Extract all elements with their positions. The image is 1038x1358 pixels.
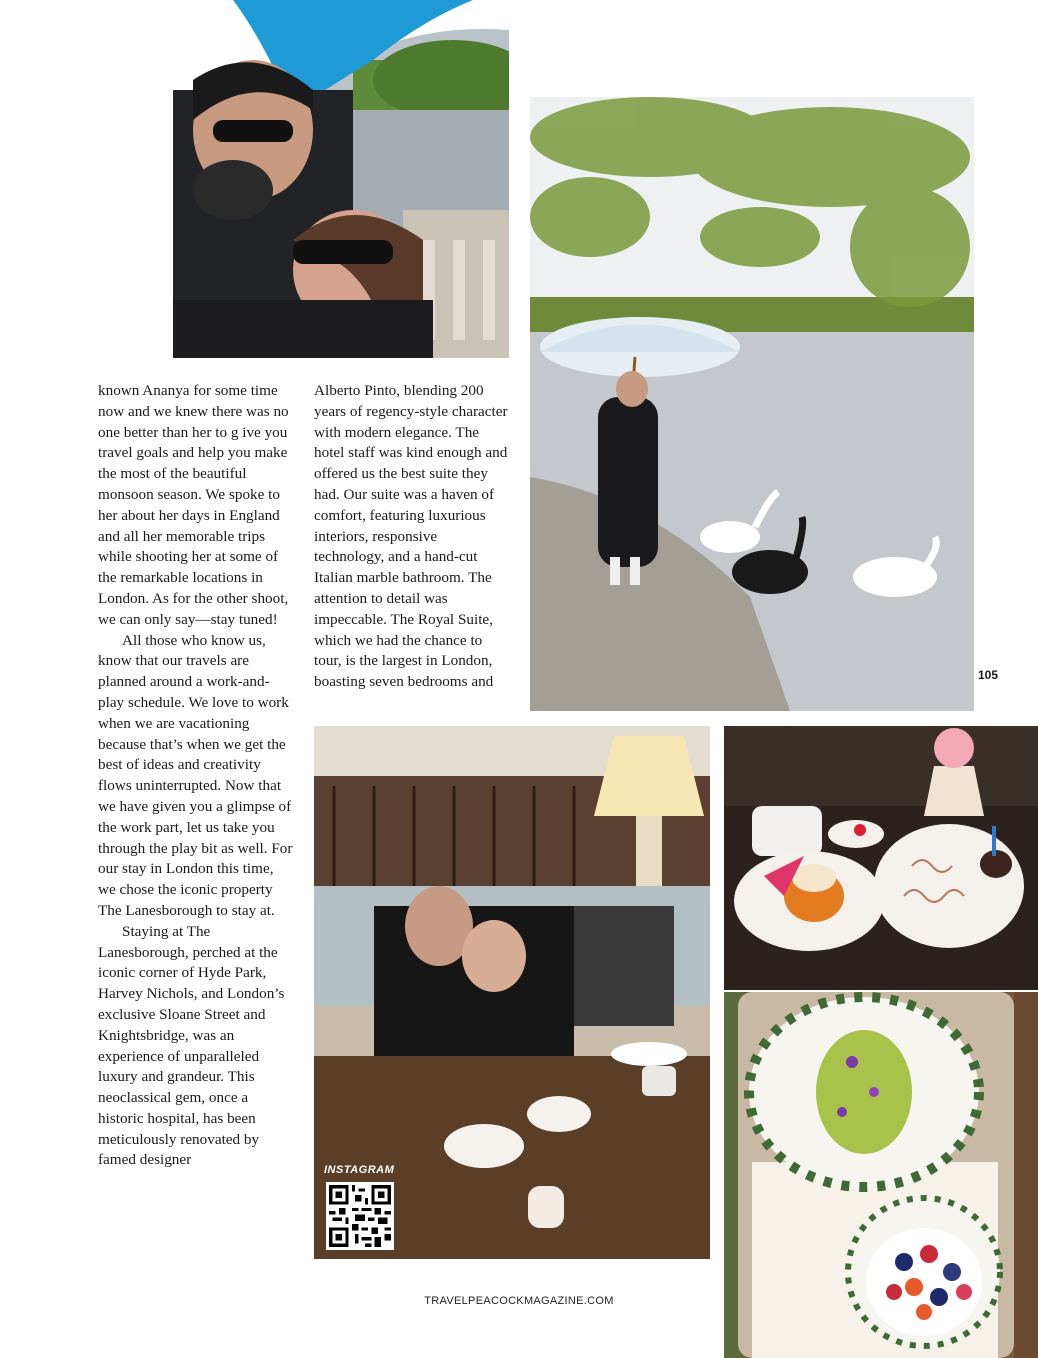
footer-url[interactable]	[0, 1295, 1038, 1307]
paragraph: Staying at The Lanesborough, perched at the iconic corner of Hyde Park, Harvey Nichols, and London’s exclusive Sloane Street and Knightsbridge, was an experience of unparalleled luxury and grandeur. This neoclassical gem, once a historic hospital, has been meticulously renovated by famed designer	[98, 922, 285, 1169]
couple-dining-photo	[314, 726, 710, 1259]
instagram-label: INSTAGRAM	[324, 1164, 395, 1176]
dessert-photo	[724, 726, 1038, 990]
paragraph: All those who know us, know that our travels are planned around a work-and-play schedule. We love to work when we are vacationing because that’s when we get the best of ideas and creativity flows uninterrupted. Now that we have given you a glimpse of the work part, let us take you through the play bit as well. For our stay in London this time, we chose the iconic property The Lanesborough to stay at.	[98, 631, 293, 919]
woman-swans-photo	[530, 97, 974, 711]
page-number: 105	[978, 668, 999, 682]
qr-code-icon[interactable]	[326, 1182, 394, 1250]
article-column-middle	[314, 381, 510, 693]
footer-url-text[interactable]: TRAVELPEACOCKMAGAZINE.COM	[424, 1295, 614, 1307]
couple-umbrella-photo	[173, 0, 509, 358]
article-column-left	[98, 381, 294, 1171]
paragraph: Alberto Pinto, blending 200 years of regency-style character with modern elegance. The hotel staff was kind enough and offered us the best suite they had. Our suite was a haven of comfort, featuring luxurious interiors, responsive technology, and a hand-cut Italian marble bathroom. The attention to detail was impeccable. The Royal Suite, which we had the chance to tour, is the largest in London, boasting seven bedrooms and	[314, 382, 508, 691]
paragraph: known Ananya for some time now and we knew there was no one better than her to g ive you travel goals and help you make the most of the beautiful monsoon season. We spoke to her about her days in England and all her memorable trips while shooting her at some of the remarkable locations in London. As for the other shoot, we can only say—stay tuned!	[98, 382, 289, 628]
